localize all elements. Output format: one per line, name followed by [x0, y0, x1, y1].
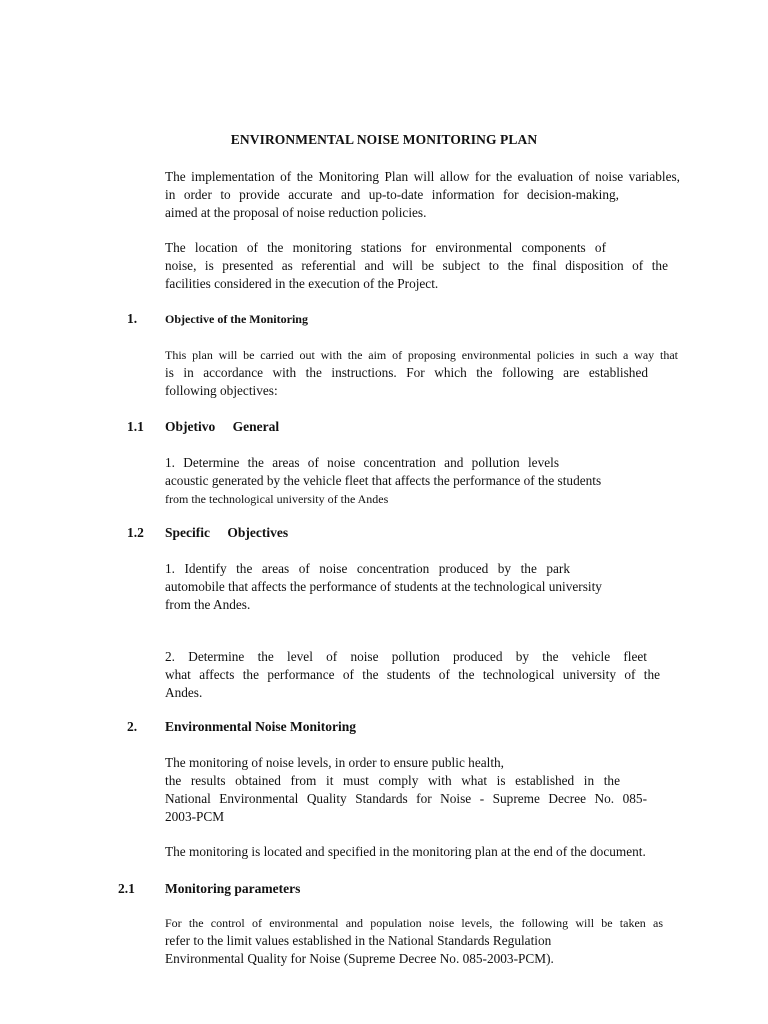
section-2-paragraph-2	[165, 843, 680, 861]
section-heading: Objective of the Monitoring	[165, 312, 308, 326]
intro-paragraph-2	[165, 239, 680, 293]
section-2-paragraph-1	[165, 754, 680, 826]
section-heading: Specific Objectives	[165, 525, 289, 540]
page-title: ENVIRONMENTAL NOISE MONITORING PLAN	[230, 132, 538, 147]
text-line: following objectives:	[165, 383, 278, 398]
text-line: For the control of environmental and population noise levels, the following will be taken as	[165, 916, 663, 930]
text-line: The implementation of the Monitoring Plan will allow for the evaluation of noise variables,	[165, 169, 680, 184]
section-heading: Environmental Noise Monitoring	[165, 719, 357, 734]
section-1-2-item-2	[165, 648, 680, 702]
text-line: 2003-PCM	[165, 809, 225, 824]
section-heading: Monitoring parameters	[165, 881, 301, 896]
text-line: National Environmental Quality Standards for Noise - Supreme Decree No. 085-	[165, 791, 647, 806]
text-line: Environmental Quality for Noise (Supreme Decree No. 085-2003-PCM).	[165, 951, 554, 966]
section-number: 2.	[127, 719, 138, 734]
text-line: 1. Identify the areas of noise concentration produced by the park	[165, 561, 570, 576]
text-line: what affects the performance of the students of the technological university of the	[165, 667, 660, 682]
text-line: the results obtained from it must comply with what is established in the	[165, 773, 620, 788]
section-number: 1.1	[127, 419, 144, 434]
text-line: noise, is presented as referential and will be subject to the final disposition of the	[165, 258, 668, 273]
text-line: from the technological university of the Andes	[165, 492, 389, 506]
text-line: This plan will be carried out with the aim of proposing environmental policies in such a way that	[165, 348, 678, 362]
text-line: Andes.	[165, 685, 203, 700]
intro-paragraph-1	[165, 168, 680, 222]
text-line: aimed at the proposal of noise reduction policies.	[165, 205, 427, 220]
text-line: acoustic generated by the vehicle fleet that affects the performance of the students	[165, 473, 602, 488]
text-line: refer to the limit values established in the National Standards Regulation	[165, 933, 552, 948]
text-line: facilities considered in the execution of the Project.	[165, 276, 439, 291]
text-line: The location of the monitoring stations for environmental components of	[165, 240, 606, 255]
section-1-paragraph	[165, 346, 680, 400]
text-line: automobile that affects the performance of students at the technological university	[165, 579, 602, 594]
text-line: 2. Determine the level of noise pollution produced by the vehicle fleet	[165, 649, 647, 664]
section-heading: Objetivo General	[165, 419, 280, 434]
text-line: is in accordance with the instructions. For which the following are established	[165, 365, 648, 380]
section-1-1-paragraph	[165, 454, 680, 508]
section-1-2-item-1	[165, 560, 680, 614]
text-line: The monitoring is located and specified in the monitoring plan at the end of the document.	[165, 844, 646, 859]
text-line: 1. Determine the areas of noise concentration and pollution levels	[165, 455, 559, 470]
section-2-1-paragraph	[165, 914, 680, 968]
section-number: 1.2	[127, 525, 144, 540]
text-line: in order to provide accurate and up-to-date information for decision-making,	[165, 187, 619, 202]
section-number: 2.1	[118, 881, 135, 896]
section-number: 1.	[127, 311, 138, 326]
text-line: from the Andes.	[165, 597, 251, 612]
text-line: The monitoring of noise levels, in order to ensure public health,	[165, 755, 504, 770]
